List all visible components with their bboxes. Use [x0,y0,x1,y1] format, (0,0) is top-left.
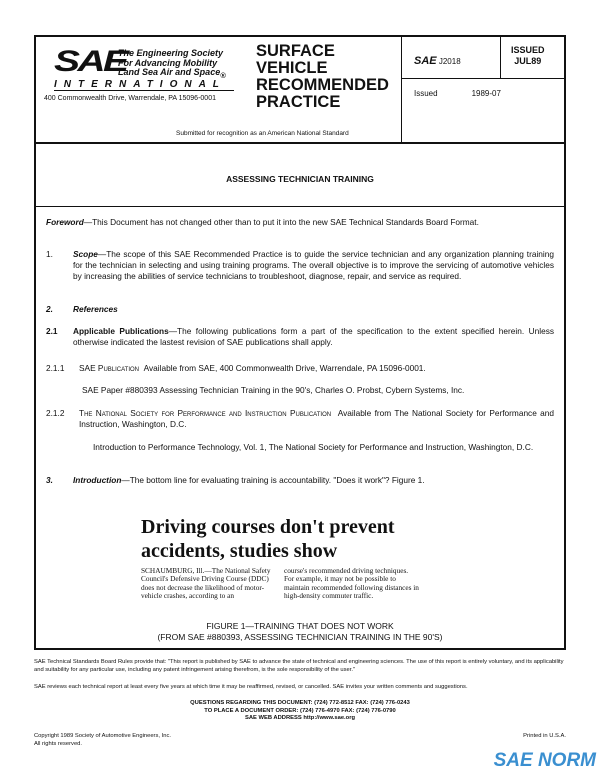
doc-type [256,43,389,111]
figure-newspaper-clipping [141,515,471,600]
doc-type-line: RECOMMENDED [256,76,389,94]
section-number: 2.1 [46,326,58,336]
doc-type-line: VEHICLE [256,59,328,77]
order-line: TO PLACE A DOCUMENT ORDER: (724) 776-4970 FAX: (724) 776-0790 [204,707,396,714]
section-sae-pub [79,363,554,374]
section-text: Available from The National Society for Performance and Instruction, Washington, D.C. [79,408,554,429]
section-label: Introduction [73,475,122,485]
caption-line: FIGURE 1—TRAINING THAT DOES NOT WORK [206,621,394,631]
review-note: SAE reviews each technical report at least every five years at which time it may be reaffirmed, revised, or cancelled. SAE invites your written comments and suggestions. [34,684,468,690]
tagline-line: The Engineering Society [118,48,224,58]
registered-mark: ® [220,70,226,80]
doc-number-text: J2018 [438,57,461,66]
clipping-headline: Driving courses don't prevent accidents, studies show [141,516,395,562]
submitted-note: Submitted for recognition as an American National Standard [176,130,349,137]
international-label: INTERNATIONAL [54,79,234,91]
foreword-label: Foreword [46,217,84,227]
issued-label: ISSUED [511,45,545,55]
issued-date-row [414,89,501,98]
document-title: ASSESSING TECHNICIAN TRAINING [36,144,564,207]
figure-caption [46,621,554,643]
doc-type-line: SURFACE [256,42,335,60]
web-line: SAE WEB ADDRESS http://www.sae.org [244,715,356,721]
divider [401,37,402,142]
doc-type-line: PRACTICE [256,93,341,111]
issued-code: JUL89 [514,56,542,66]
section-number: 2.1.2 [46,408,65,418]
section-text: —The scope of this SAE Recommended Practice is to guide the service technician and any organization planning training for the technician in selecting and using training programs. The overall objective is to improve the servicing of automotive vehicles by increasing the abilities of service technicians to troubleshoot, diagnose, repair, and service as required. [73,249,554,281]
section-number: 1. [46,249,53,259]
section-introduction [73,475,554,486]
section-nspi-pub [79,408,554,430]
caption-line: (FROM SAE #880393, ASSESSING TECHNICIAN TRAINING IN THE 90'S) [157,632,443,642]
contact-block [34,700,566,723]
divider [500,37,501,78]
doc-number [414,55,461,67]
tagline-line: Land Sea Air and Space [118,67,221,77]
logo-text: SAE [54,45,127,78]
section-label: References [73,304,118,314]
issued-box [511,45,545,67]
section-label: Applicable Publications [73,326,169,336]
tagline-line: For Advancing Mobility [118,57,218,68]
section-number: 2. [46,304,53,314]
sae-logo [44,45,254,102]
document-frame [34,35,566,650]
policy-note: SAE Technical Standards Board Rules provide that: "This report is published by SAE to advance the state of technical and engineering sciences. The use of this report is entirely voluntary, and its applicability and suitability for any particular use, including any patent infringement arising therefrom, is the sole responsibility of the user." [34,659,564,673]
reference-entry: SAE Paper #880393 Assessing Technician Training in the 90's, Charles O. Probst, Cybern Systems, Inc. [82,385,465,395]
section-number: 2.1.1 [46,363,65,373]
section-text: Available from SAE, 400 Commonwealth Drive, Warrendale, PA 15096-0001. [143,363,426,373]
copyright-block [34,733,334,748]
tagline [118,49,226,80]
divider [401,78,564,79]
section-number: 3. [46,475,53,485]
section-label: Scope [73,249,98,259]
copyright: Copyright 1989 Society of Automotive Engineers, Inc. [34,733,171,739]
section-scope [73,249,554,282]
issued-text: Issued [414,89,438,98]
section-text: —The following publications form a part of the specification to the extent specified herein. Unless otherwise indicated the lastest revision of SAE publications shall apply. [73,326,554,347]
rights: All rights reserved. [34,740,83,747]
clipping-column: SCHAUMBURG, Ill.—The National Safety Council's Defensive Driving Course (DDC) does not decrease the likelihood of motor-vehicle crashes, according to an [141,566,271,600]
reference-entry: Introduction to Performance Technology, Vol. 1, The National Society for Performance and Instruction, Washington, D.C. [93,442,534,452]
printed-note: Printed in U.S.A. [523,733,566,739]
sae-norm-watermark: SAE NORM [493,750,596,771]
section-applicable [73,326,554,348]
foreword [46,217,554,228]
questions-line: QUESTIONS REGARDING THIS DOCUMENT: (724) 772-8512 FAX: (724) 776-0243 [190,700,410,706]
foreword-text: —This Document has not changed other than to put it into the new SAE Technical Standards Board Format. [83,217,479,227]
document-header [36,37,564,144]
section-label: SAE Publication [79,363,140,373]
section-label: The National Society for Performance and Instruction Publication [79,408,332,418]
address: 400 Commonwealth Drive, Warrendale, PA 15096-0001 [44,95,216,102]
section-text: —The bottom line for evaluating training is accountability. "Does it work"? Figure 1. [121,475,425,485]
sae-mark: SAE [414,55,437,67]
issued-date: 1989-07 [471,89,501,98]
clipping-column: course's recommended driving techniques. For example, it may not be possible to maintain recommended following distances in high-density commuter traffic. [284,566,419,600]
